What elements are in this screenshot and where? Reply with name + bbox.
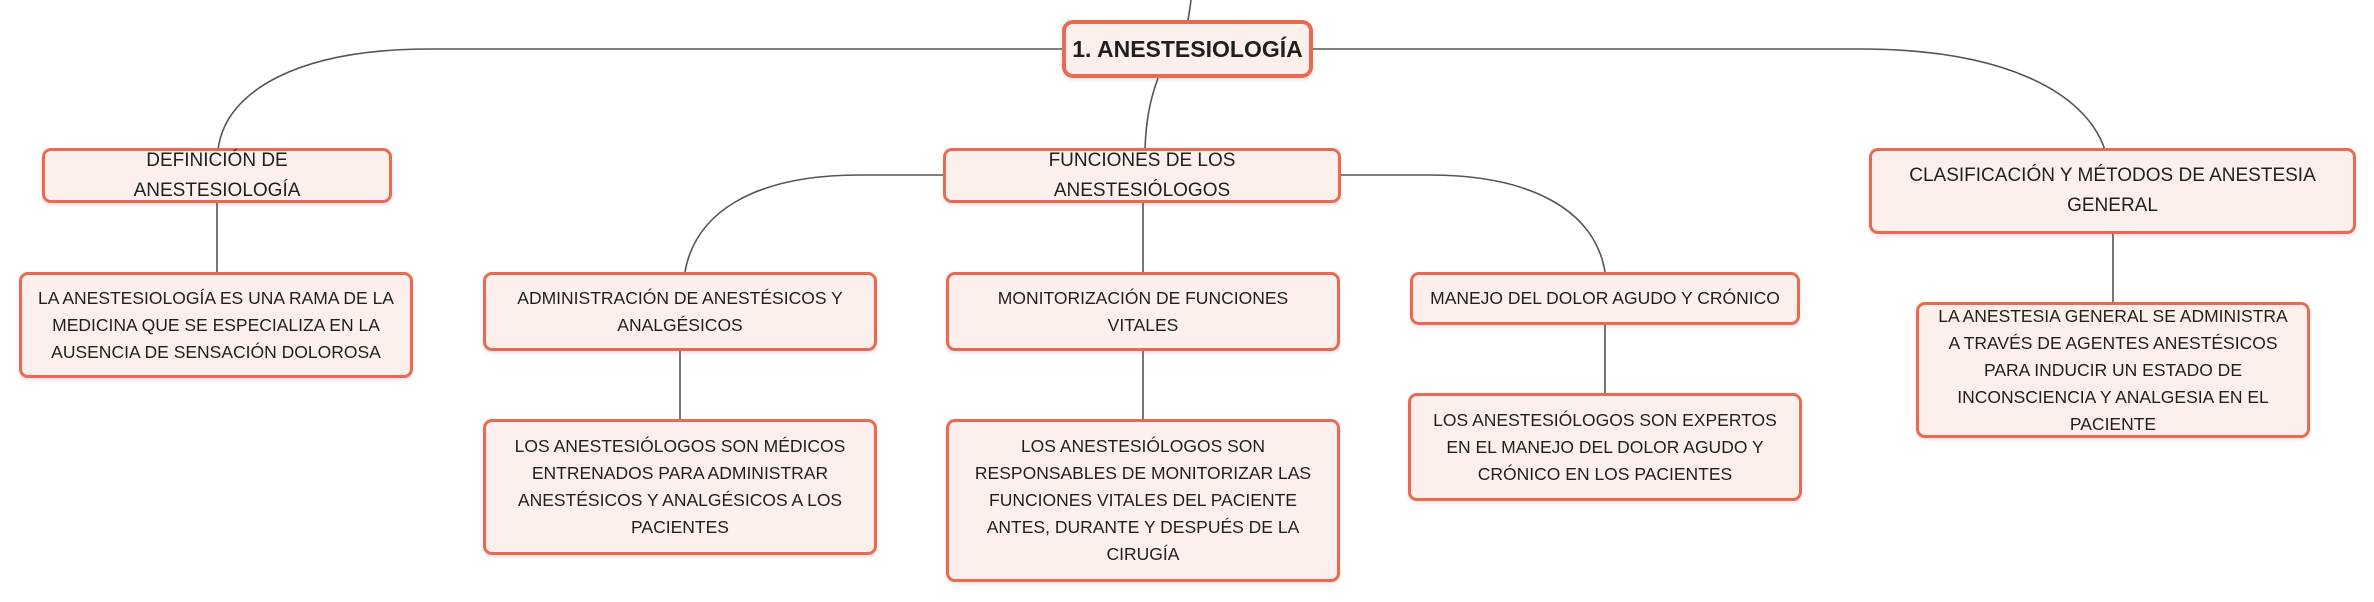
connector-central-to-definicion	[218, 49, 1062, 150]
topic-administracion[interactable]	[483, 272, 877, 351]
topic-manejo-detail-label: LOS ANESTESIÓLOGOS SON EXPERTOS EN EL MANEJO DEL DOLOR AGUDO Y CRÓNICO EN LOS PACIENTES	[1433, 409, 1777, 484]
topic-manejo-label: MANEJO DEL DOLOR AGUDO Y CRÓNICO	[1430, 288, 1780, 308]
connector-funciones-to-manejo	[1341, 175, 1605, 272]
connector-central-to-clasificacion	[1313, 49, 2105, 150]
topic-administracion-label: ADMINISTRACIÓN DE ANESTÉSICOS Y ANALGÉSICOS	[517, 287, 843, 335]
topic-manejo-detail[interactable]	[1408, 393, 1802, 501]
topic-clasificacion-label: CLASIFICACIÓN Y MÉTODOS DE ANESTESIA GENERAL	[1909, 165, 2316, 216]
topic-monitorizacion-label: MONITORIZACIÓN DE FUNCIONES VITALES	[997, 287, 1289, 335]
connector-funciones-to-administracion	[685, 175, 943, 272]
connector-central-to-funciones	[1145, 78, 1158, 149]
topic-monitorizacion[interactable]	[946, 272, 1340, 351]
topic-funciones-label: FUNCIONES DE LOS ANESTESIÓLOGOS	[1048, 149, 1236, 201]
topic-monitorizacion-detail[interactable]	[946, 419, 1340, 582]
central-topic[interactable]	[1062, 20, 1313, 78]
topic-administracion-detail[interactable]	[483, 419, 877, 555]
topic-administracion-detail-label: LOS ANESTESIÓLOGOS SON MÉDICOS ENTRENADOS PARA ADMINISTRAR ANESTÉSICOS Y ANALGÉSICOS A LOS PACIENTES	[514, 436, 846, 537]
connector-parent-to-central	[1188, 0, 1191, 20]
topic-clasificacion[interactable]	[1869, 148, 2356, 234]
topic-definicion-detail-label: LA ANESTESIOLOGÍA ES UNA RAMA DE LA MEDICINA QUE SE ESPECIALIZA EN LA AUSENCIA DE SENSACIÓN DOLOROSA	[38, 287, 394, 362]
topic-funciones[interactable]	[943, 148, 1341, 203]
topic-definicion-detail[interactable]	[19, 272, 413, 378]
topic-manejo[interactable]	[1410, 272, 1800, 325]
topic-monitorizacion-detail-label: LOS ANESTESIÓLOGOS SON RESPONSABLES DE MONITORIZAR LAS FUNCIONES VITALES DEL PACIENTE ANTES, DURANTE Y DESPUÉS DE LA CIRUGÍA	[974, 436, 1312, 564]
topic-clasificacion-detail[interactable]	[1916, 302, 2310, 438]
topic-definicion[interactable]	[42, 148, 392, 203]
topic-definicion-label: DEFINICIÓN DE ANESTESIOLOGÍA	[133, 149, 301, 201]
central-topic-label: 1. ANESTESIOLOGÍA	[1072, 35, 1303, 62]
topic-clasificacion-detail-label: LA ANESTESIA GENERAL SE ADMINISTRA A TRAVÉS DE AGENTES ANESTÉSICOS PARA INDUCIR UN ESTADO DE INCONSCIENCIA Y ANALGESIA EN EL PACIENTE	[1938, 305, 2288, 434]
